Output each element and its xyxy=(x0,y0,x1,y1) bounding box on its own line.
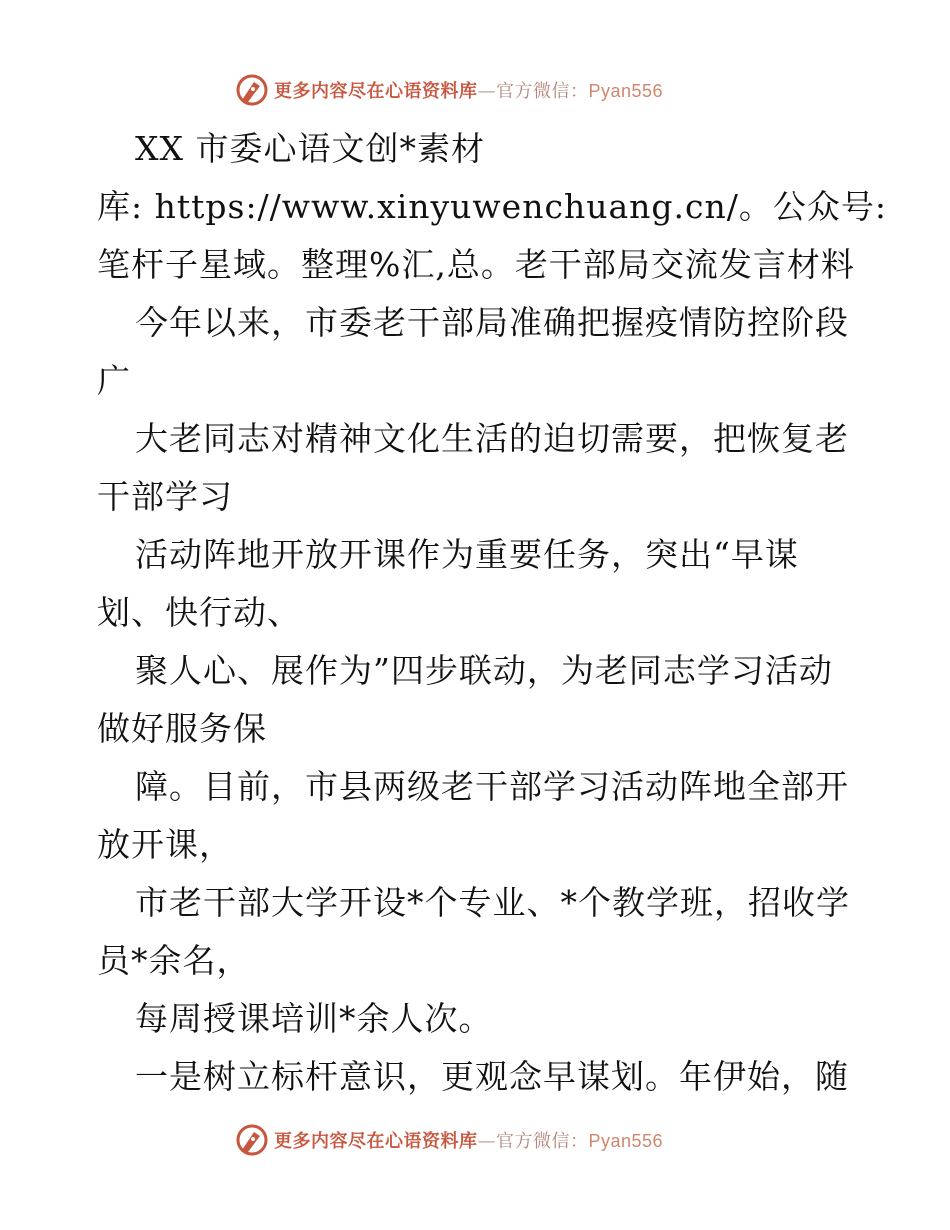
text-line: 市老干部大学开设*个专业、*个教学班，招收学 xyxy=(135,883,850,922)
text-line: 干部学习 xyxy=(97,477,233,516)
text-line: 大老同志对精神文化生活的迫切需要，把恢复老 xyxy=(135,419,849,458)
text-line: 今年以来，市委老干部局准确把握疫情防控阶段 xyxy=(135,303,849,342)
text-line: 聚人心、展作为”四步联动，为老同志学习活动 xyxy=(135,651,833,690)
text-line-url: 库: https://www.xinyuwenchuang.cn/。公众号: xyxy=(97,187,887,226)
header-watermark xyxy=(234,72,663,108)
watermark-text: 更多内容尽在心语资料库—官方微信：Pyan556 xyxy=(274,81,664,102)
text-line: 划、快行动、 xyxy=(97,593,301,632)
pen-nib-logo-icon xyxy=(234,1122,270,1158)
text-line: 做好服务保 xyxy=(97,709,267,748)
text-line: 放开课， xyxy=(97,825,233,864)
text-line: 一是树立标杆意识，更观念早谋划。年伊始，随 xyxy=(135,1057,849,1096)
text-line: 障。目前，市县两级老干部学习活动阵地全部开 xyxy=(135,767,849,806)
pen-nib-logo-icon xyxy=(234,72,270,108)
text-line: XX 市委心语文创*素材 xyxy=(135,129,485,168)
text-line: 每周授课培训*余人次。 xyxy=(135,999,493,1038)
text-line: 员*余名， xyxy=(97,941,251,980)
footer-watermark xyxy=(234,1122,663,1158)
text-line: 广 xyxy=(97,361,131,400)
text-line: 笔杆子星域。整理%汇,总。老干部局交流发言材料 xyxy=(97,245,855,284)
text-line: 活动阵地开放开课作为重要任务，突出“早谋 xyxy=(135,535,799,574)
watermark-text: 更多内容尽在心语资料库—官方微信：Pyan556 xyxy=(274,1131,664,1152)
document-body xyxy=(97,120,887,1106)
